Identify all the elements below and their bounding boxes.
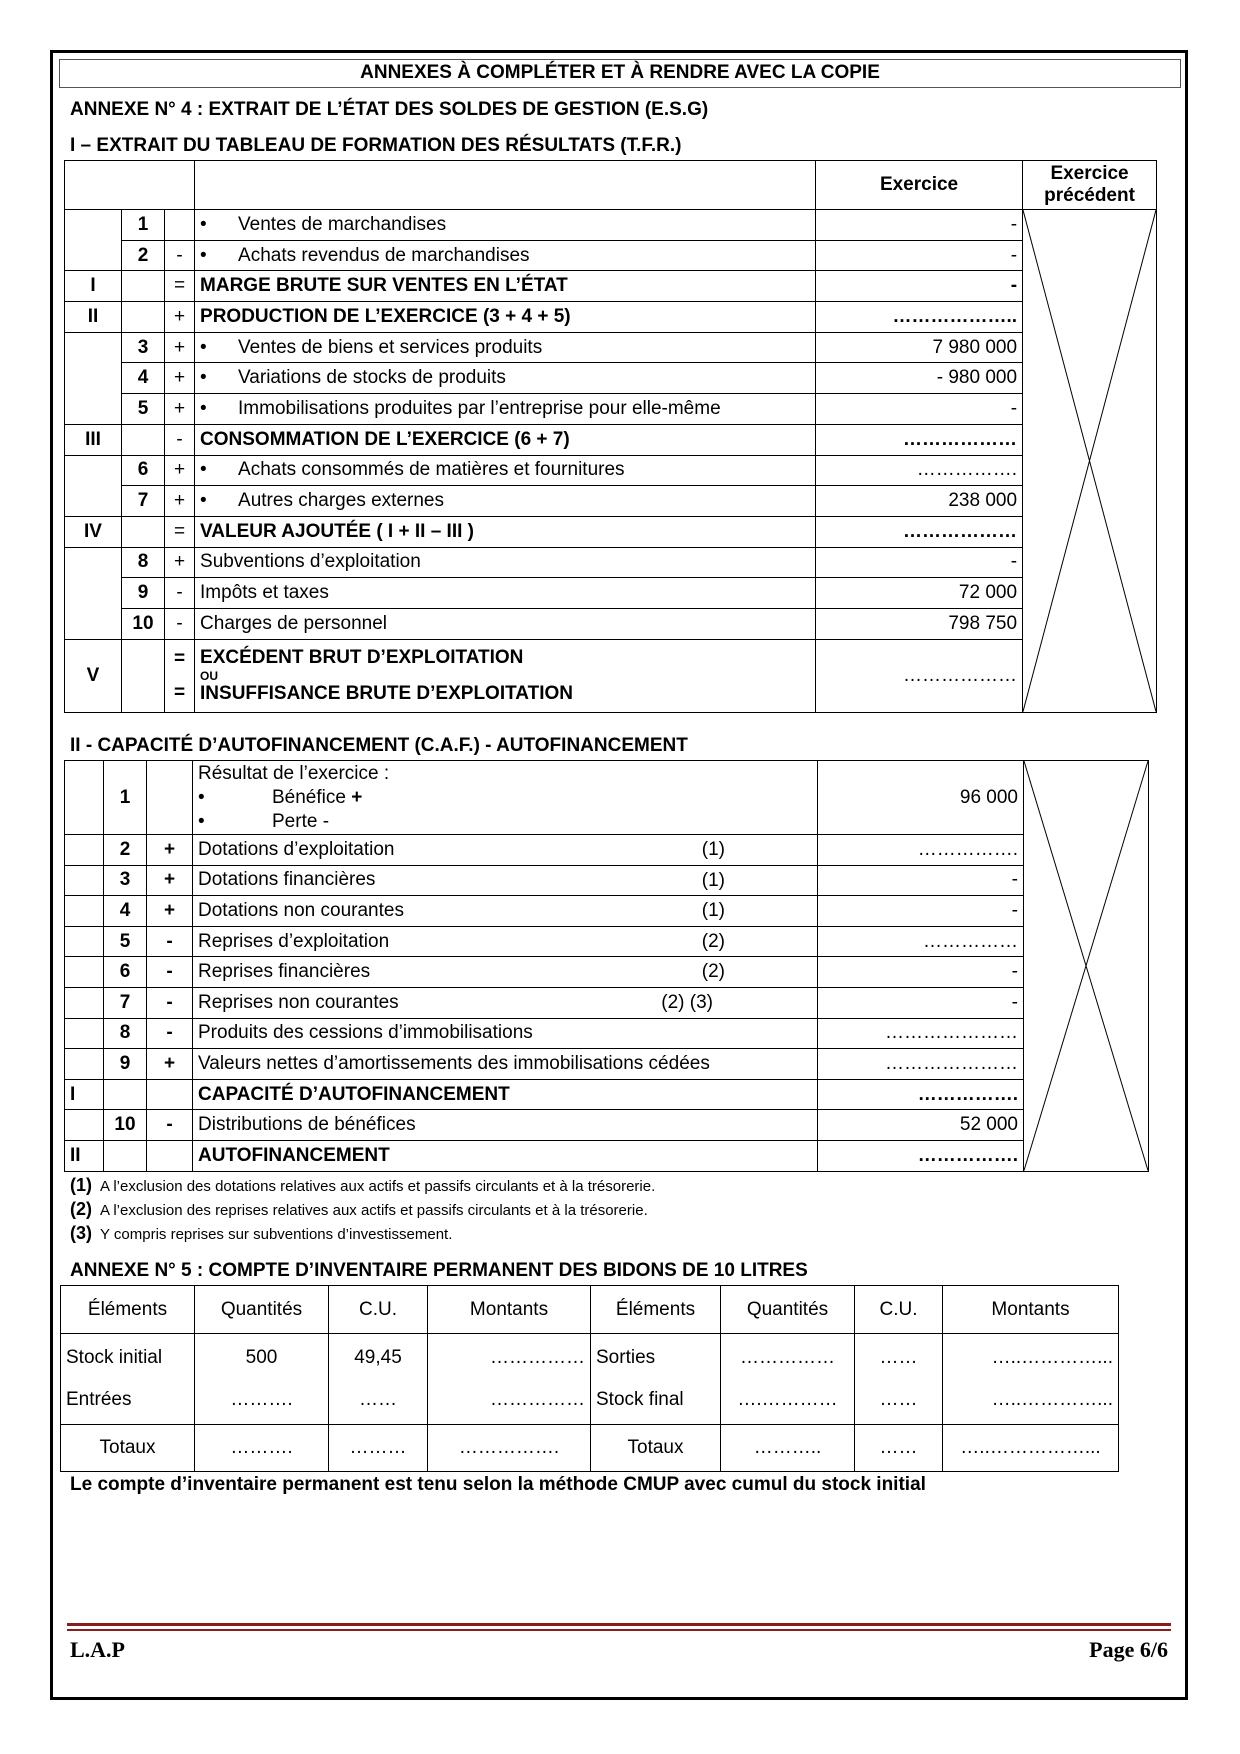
- line-number: [104, 1079, 147, 1110]
- tfr-table: [64, 160, 1157, 713]
- footnote: [70, 1198, 655, 1222]
- line-number: [122, 639, 165, 712]
- column-header: Éléments: [61, 1286, 195, 1334]
- inventory-cell[interactable]: [428, 1334, 591, 1425]
- caf-heading: II - CAPACITÉ D’AUTOFINANCEMENT (C.A.F.) - AUTOFINANCEMENT: [70, 735, 688, 756]
- sign-cell: -: [165, 240, 195, 271]
- row-value[interactable]: -: [818, 865, 1024, 896]
- total-value[interactable]: ……….: [195, 1425, 329, 1472]
- row-label-text: Impôts et taxes: [200, 582, 329, 604]
- roman-cell: I: [65, 1079, 104, 1110]
- sign-cell: +: [147, 865, 193, 896]
- inventory-value[interactable]: ……: [879, 1347, 918, 1368]
- sign-cell: +: [147, 896, 193, 927]
- row-label: [193, 835, 818, 866]
- footnote-mark: (2): [70, 1199, 92, 1219]
- table-row: [65, 424, 1157, 455]
- roman-cell: II: [65, 302, 122, 333]
- footnote-ref: (2) (3): [661, 991, 713, 1013]
- column-header: Quantités: [195, 1286, 329, 1334]
- row-value[interactable]: ………………..: [816, 302, 1023, 333]
- resultat-label: Résultat de l’exercice :: [198, 763, 390, 784]
- sign-cell: -: [147, 987, 193, 1018]
- line-number: 5: [104, 926, 147, 957]
- ebe-label: EXCÉDENT BRUT D’EXPLOITATION: [200, 646, 524, 668]
- annexes-title: ANNEXES À COMPLÉTER ET À RENDRE AVEC LA COPIE: [59, 59, 1181, 88]
- roman-cell: [65, 455, 122, 516]
- row-label: [193, 957, 818, 988]
- row-label-text: Dotations non courantes: [198, 899, 404, 921]
- row-value[interactable]: -: [816, 271, 1023, 302]
- footnote: [70, 1222, 655, 1246]
- row-label-text: Produits des cessions d’immobilisations: [198, 1022, 533, 1044]
- cross-icon: [1023, 210, 1156, 712]
- line-number: 7: [122, 486, 165, 517]
- tfr-heading: I – EXTRAIT DU TABLEAU DE FORMATION DES RÉSULTATS (T.F.R.): [70, 135, 682, 156]
- row-label: [195, 302, 816, 333]
- line-number: 6: [104, 957, 147, 988]
- table-row: [65, 987, 1149, 1018]
- inventory-cell: [591, 1334, 721, 1425]
- sign-cell: -: [147, 926, 193, 957]
- row-value[interactable]: - 980 000: [816, 363, 1023, 394]
- line-number: [122, 424, 165, 455]
- table-row: [65, 865, 1149, 896]
- column-header: Montants: [428, 1286, 591, 1334]
- inventory-value[interactable]: …..…………...: [991, 1347, 1113, 1368]
- total-value[interactable]: ………: [329, 1425, 428, 1472]
- inventory-cell[interactable]: [855, 1334, 943, 1425]
- inventory-value[interactable]: ……………: [740, 1347, 835, 1368]
- row-label: [195, 240, 816, 271]
- line-number: [122, 271, 165, 302]
- line-number: 6: [122, 455, 165, 486]
- row-value[interactable]: ………………: [816, 516, 1023, 547]
- row-label-text: AUTOFINANCEMENT: [198, 1144, 390, 1166]
- caf-table: [64, 760, 1149, 1172]
- totals-label: Totaux: [61, 1425, 195, 1472]
- row-label: [195, 578, 816, 609]
- footnote: [70, 1174, 655, 1198]
- inventory-value[interactable]: ….…………: [737, 1389, 838, 1410]
- roman-cell: [65, 987, 104, 1018]
- table-row: [65, 302, 1157, 333]
- row-value[interactable]: -: [816, 394, 1023, 425]
- footnote-ref: (1): [701, 839, 725, 860]
- table-row: [65, 957, 1149, 988]
- table-row: [65, 835, 1149, 866]
- inventory-cell[interactable]: [721, 1334, 855, 1425]
- bullet-icon: •: [200, 459, 207, 481]
- row-label: [195, 608, 816, 639]
- line-number: 4: [122, 363, 165, 394]
- column-header: C.U.: [329, 1286, 428, 1334]
- element-label: Stock final: [596, 1389, 684, 1410]
- sign-cell: [165, 210, 195, 241]
- row-label: [195, 516, 816, 547]
- bullet-icon: •: [198, 787, 205, 808]
- table-row: [65, 486, 1157, 517]
- row-label-text: Achats consommés de matières et fournitures: [238, 459, 625, 481]
- row-label-text: Dotations d’exploitation: [198, 838, 395, 860]
- table-row: [65, 1018, 1149, 1049]
- table-row: [65, 516, 1157, 547]
- row-value[interactable]: -: [818, 957, 1024, 988]
- row-label-text: Distributions de bénéfices: [198, 1114, 416, 1136]
- line-number: 5: [122, 394, 165, 425]
- column-header: C.U.: [855, 1286, 943, 1334]
- row-value[interactable]: 238 000: [816, 486, 1023, 517]
- row-value[interactable]: …………….: [816, 455, 1023, 486]
- row-value[interactable]: …………………: [818, 1018, 1024, 1049]
- table-row: [65, 455, 1157, 486]
- table-row-v: [65, 639, 1157, 712]
- sign-bottom: =: [173, 681, 186, 703]
- roman-cell: [65, 1049, 104, 1080]
- row-label-text: Valeurs nettes d’amortissements des immobilisations cédées: [198, 1052, 710, 1074]
- row-label: [195, 332, 816, 363]
- header-blank: [195, 161, 816, 210]
- column-header: Montants: [943, 1286, 1119, 1334]
- roman-cell: IV: [65, 516, 122, 547]
- sign-cell: -: [165, 578, 195, 609]
- line-number: 1: [122, 210, 165, 241]
- line-number: 9: [122, 578, 165, 609]
- roman-cell: III: [65, 424, 122, 455]
- header-blank: [65, 161, 195, 210]
- line-number: 9: [104, 1049, 147, 1080]
- table-row: [65, 1140, 1149, 1171]
- sign-cell: [147, 761, 193, 835]
- row-value[interactable]: -: [816, 547, 1023, 578]
- sign-cell: -: [165, 608, 195, 639]
- sign-cell: +: [165, 394, 195, 425]
- row-label-text: Ventes de biens et services produits: [238, 336, 543, 358]
- row-value[interactable]: …………….: [818, 1079, 1024, 1110]
- sign-cell: [165, 639, 195, 712]
- sign-cell: +: [165, 332, 195, 363]
- annexe5-heading: ANNEXE N° 5 : COMPTE D’INVENTAIRE PERMANENT DES BIDONS DE 10 LITRES: [70, 1260, 808, 1281]
- row-label-text: Subventions d’exploitation: [200, 551, 421, 573]
- sign-cell: -: [147, 1110, 193, 1141]
- sign-cell: +: [147, 1049, 193, 1080]
- totals-label: Totaux: [591, 1425, 721, 1472]
- row-value[interactable]: -: [818, 896, 1024, 927]
- row-label: [195, 455, 816, 486]
- sign-cell: -: [147, 1018, 193, 1049]
- inventory-value[interactable]: ……….: [230, 1389, 293, 1410]
- inventory-value[interactable]: 500: [245, 1347, 278, 1368]
- crossed-out-cell: [1024, 761, 1149, 1172]
- roman-cell: V: [65, 639, 122, 712]
- row-value[interactable]: 7 980 000: [816, 332, 1023, 363]
- roman-cell: [65, 835, 104, 866]
- line-number: [122, 516, 165, 547]
- line-number: 10: [122, 608, 165, 639]
- line-number: 2: [104, 835, 147, 866]
- sign-cell: =: [165, 271, 195, 302]
- footnote-text: A l’exclusion des reprises relatives aux actifs et passifs circulants et à la trésorerie.: [100, 1202, 648, 1219]
- sign-cell: [147, 1079, 193, 1110]
- sign-cell: +: [165, 547, 195, 578]
- ibe-label: INSUFFISANCE BRUTE D’EXPLOITATION: [200, 682, 573, 704]
- line-number: 3: [122, 332, 165, 363]
- column-header: Éléments: [591, 1286, 721, 1334]
- total-value[interactable]: ………..: [721, 1425, 855, 1472]
- row-value[interactable]: ………………: [816, 639, 1023, 712]
- sign-top: =: [173, 647, 186, 669]
- row-label: [193, 1018, 818, 1049]
- row-value[interactable]: …………….: [818, 835, 1024, 866]
- table-row: [65, 896, 1149, 927]
- row-label: [193, 896, 818, 927]
- footnote-mark: (1): [70, 1175, 92, 1195]
- annexe4-heading: ANNEXE N° 4 : EXTRAIT DE L’ÉTAT DES SOLDES DE GESTION (E.S.G): [70, 99, 709, 120]
- element-label: Entrées: [66, 1389, 132, 1410]
- row-label: [193, 987, 818, 1018]
- row-label-text: Immobilisations produites par l’entreprise pour elle-même: [238, 397, 721, 419]
- row-label-text: Reprises financières: [198, 961, 371, 983]
- line-number: 3: [104, 865, 147, 896]
- table-row: [65, 547, 1157, 578]
- row-value[interactable]: …………….: [818, 1140, 1024, 1171]
- row-label-text: CONSOMMATION DE L’EXERCICE (6 + 7): [200, 428, 570, 450]
- inventory-value[interactable]: ……………: [490, 1389, 585, 1410]
- row-label-text: Autres charges externes: [238, 490, 444, 512]
- benefice-sign: +: [351, 787, 363, 808]
- ou-label: OU: [200, 668, 219, 683]
- row-label-text: Charges de personnel: [200, 612, 387, 634]
- cross-icon: [1024, 761, 1148, 1171]
- row-label-text: VALEUR AJOUTÉE ( I + II – III ): [200, 520, 474, 542]
- bullet-icon: •: [200, 244, 207, 266]
- sign-cell: +: [147, 835, 193, 866]
- row-value[interactable]: -: [816, 210, 1023, 241]
- inventory-cell[interactable]: [195, 1334, 329, 1425]
- roman-cell: [65, 957, 104, 988]
- inventory-value[interactable]: ……………: [490, 1347, 585, 1368]
- row-label: [195, 547, 816, 578]
- row-label-text: Dotations financières: [198, 869, 376, 891]
- row-label-text: CAPACITÉ D’AUTOFINANCEMENT: [198, 1083, 510, 1105]
- sign-cell: -: [147, 957, 193, 988]
- line-number: 10: [104, 1110, 147, 1141]
- roman-cell: [65, 865, 104, 896]
- footnote-text: A l’exclusion des dotations relatives aux actifs et passifs circulants et à la trésorerie.: [100, 1178, 656, 1195]
- footnote-ref: (2): [701, 961, 725, 983]
- line-number: [122, 302, 165, 333]
- roman-cell: [65, 547, 122, 639]
- column-header: Quantités: [721, 1286, 855, 1334]
- row-label: [195, 394, 816, 425]
- perte-label: Perte -: [272, 811, 330, 832]
- footnote-ref: (1): [701, 869, 725, 891]
- table-row: [65, 271, 1157, 302]
- table-row: [65, 332, 1157, 363]
- table-row: [65, 1049, 1149, 1080]
- footnotes: [70, 1174, 655, 1246]
- roman-cell: [65, 761, 104, 835]
- footer-left: L.A.P: [70, 1637, 125, 1662]
- line-number: 4: [104, 896, 147, 927]
- roman-cell: [65, 1018, 104, 1049]
- row-label: [195, 271, 816, 302]
- table-row: [65, 210, 1157, 241]
- row-value[interactable]: -: [816, 240, 1023, 271]
- table-row: [65, 926, 1149, 957]
- row-value[interactable]: ……………: [818, 926, 1024, 957]
- total-value[interactable]: ……: [855, 1425, 943, 1472]
- line-number: [104, 1140, 147, 1171]
- row-label: [195, 363, 816, 394]
- row-value[interactable]: 798 750: [816, 608, 1023, 639]
- row-value[interactable]: 72 000: [816, 578, 1023, 609]
- bullet-icon: •: [200, 397, 207, 419]
- row-label: [193, 1049, 818, 1080]
- total-value[interactable]: …………….: [428, 1425, 591, 1472]
- row-label: [193, 926, 818, 957]
- row-label: [195, 424, 816, 455]
- line-number: 7: [104, 987, 147, 1018]
- row-label: [193, 1110, 818, 1141]
- inventory-value[interactable]: ……: [359, 1389, 397, 1410]
- row-label: [195, 486, 816, 517]
- table-row: [65, 1110, 1149, 1141]
- benefice-label: Bénéfice: [272, 787, 346, 808]
- sign-cell: +: [165, 455, 195, 486]
- page-number: Page 6/6: [1089, 1637, 1168, 1662]
- roman-cell: [65, 1110, 104, 1141]
- bullet-icon: •: [200, 367, 207, 389]
- footnote-ref: (1): [701, 900, 725, 922]
- line-number: 1: [104, 761, 147, 835]
- row-label: [193, 1140, 818, 1171]
- inventory-value[interactable]: ……: [879, 1389, 918, 1410]
- row-value[interactable]: 52 000: [818, 1110, 1024, 1141]
- table-row: [65, 608, 1157, 639]
- table-row: [65, 240, 1157, 271]
- footnote-text: Y compris reprises sur subventions d’investissement.: [100, 1226, 453, 1243]
- row-label-text: Reprises non courantes: [198, 991, 399, 1013]
- col-exercice: Exercice: [816, 161, 1023, 210]
- inventory-value[interactable]: …..…………...: [991, 1389, 1113, 1410]
- row-label-text: MARGE BRUTE SUR VENTES EN L’ÉTAT: [200, 275, 568, 297]
- sign-cell: +: [165, 486, 195, 517]
- table-row: [65, 578, 1157, 609]
- sign-cell: =: [165, 516, 195, 547]
- total-value[interactable]: …..……………...: [943, 1425, 1119, 1472]
- sign-cell: +: [165, 302, 195, 333]
- roman-cell: [65, 896, 104, 927]
- col-exercice-precedent: Exercice précédent: [1023, 161, 1157, 210]
- inventory-cell[interactable]: [329, 1334, 428, 1425]
- row-label-text: Achats revendus de marchandises: [238, 244, 530, 266]
- roman-cell: [65, 210, 122, 271]
- line-number: 2: [122, 240, 165, 271]
- row-value[interactable]: …………………: [818, 1049, 1024, 1080]
- inventory-table: [60, 1285, 1119, 1472]
- row-label-text: Variations de stocks de produits: [238, 367, 506, 389]
- element-label: Sorties: [596, 1347, 656, 1368]
- resultat-value[interactable]: 96 000: [818, 761, 1024, 835]
- row-label-text: PRODUCTION DE L’EXERCICE (3 + 4 + 5): [200, 305, 571, 327]
- sign-cell: [147, 1140, 193, 1171]
- cmup-note: Le compte d’inventaire permanent est tenu selon la méthode CMUP avec cumul du stock initial: [70, 1474, 926, 1495]
- footnote-mark: (3): [70, 1223, 92, 1243]
- roman-cell: I: [65, 271, 122, 302]
- inventory-cell: [61, 1334, 195, 1425]
- bullet-icon: •: [200, 213, 207, 235]
- row-value[interactable]: ………………: [816, 424, 1023, 455]
- row-label-text: Ventes de marchandises: [238, 213, 447, 235]
- inventory-value[interactable]: 49,45: [354, 1347, 402, 1368]
- roman-cell: [65, 926, 104, 957]
- row-label: [195, 210, 816, 241]
- line-number: 8: [104, 1018, 147, 1049]
- bullet-icon: •: [200, 490, 207, 512]
- line-number: 8: [122, 547, 165, 578]
- crossed-out-cell: [1023, 210, 1157, 713]
- roman-cell: II: [65, 1140, 104, 1171]
- sign-cell: +: [165, 363, 195, 394]
- row-label: [193, 865, 818, 896]
- table-row: [65, 363, 1157, 394]
- element-label: Stock initial: [66, 1347, 163, 1368]
- inventory-cell[interactable]: [943, 1334, 1119, 1425]
- sign-cell: -: [165, 424, 195, 455]
- row-label-text: Reprises d’exploitation: [198, 930, 390, 952]
- bullet-icon: •: [200, 336, 207, 358]
- row-value[interactable]: -: [818, 987, 1024, 1018]
- row-label: [193, 1079, 818, 1110]
- table-row: [65, 394, 1157, 425]
- footnote-ref: (2): [701, 930, 725, 952]
- footer-rule: [67, 1623, 1171, 1631]
- row-label: [195, 639, 816, 712]
- table-row: [65, 1079, 1149, 1110]
- roman-cell: [65, 332, 122, 424]
- bullet-icon: •: [198, 811, 205, 832]
